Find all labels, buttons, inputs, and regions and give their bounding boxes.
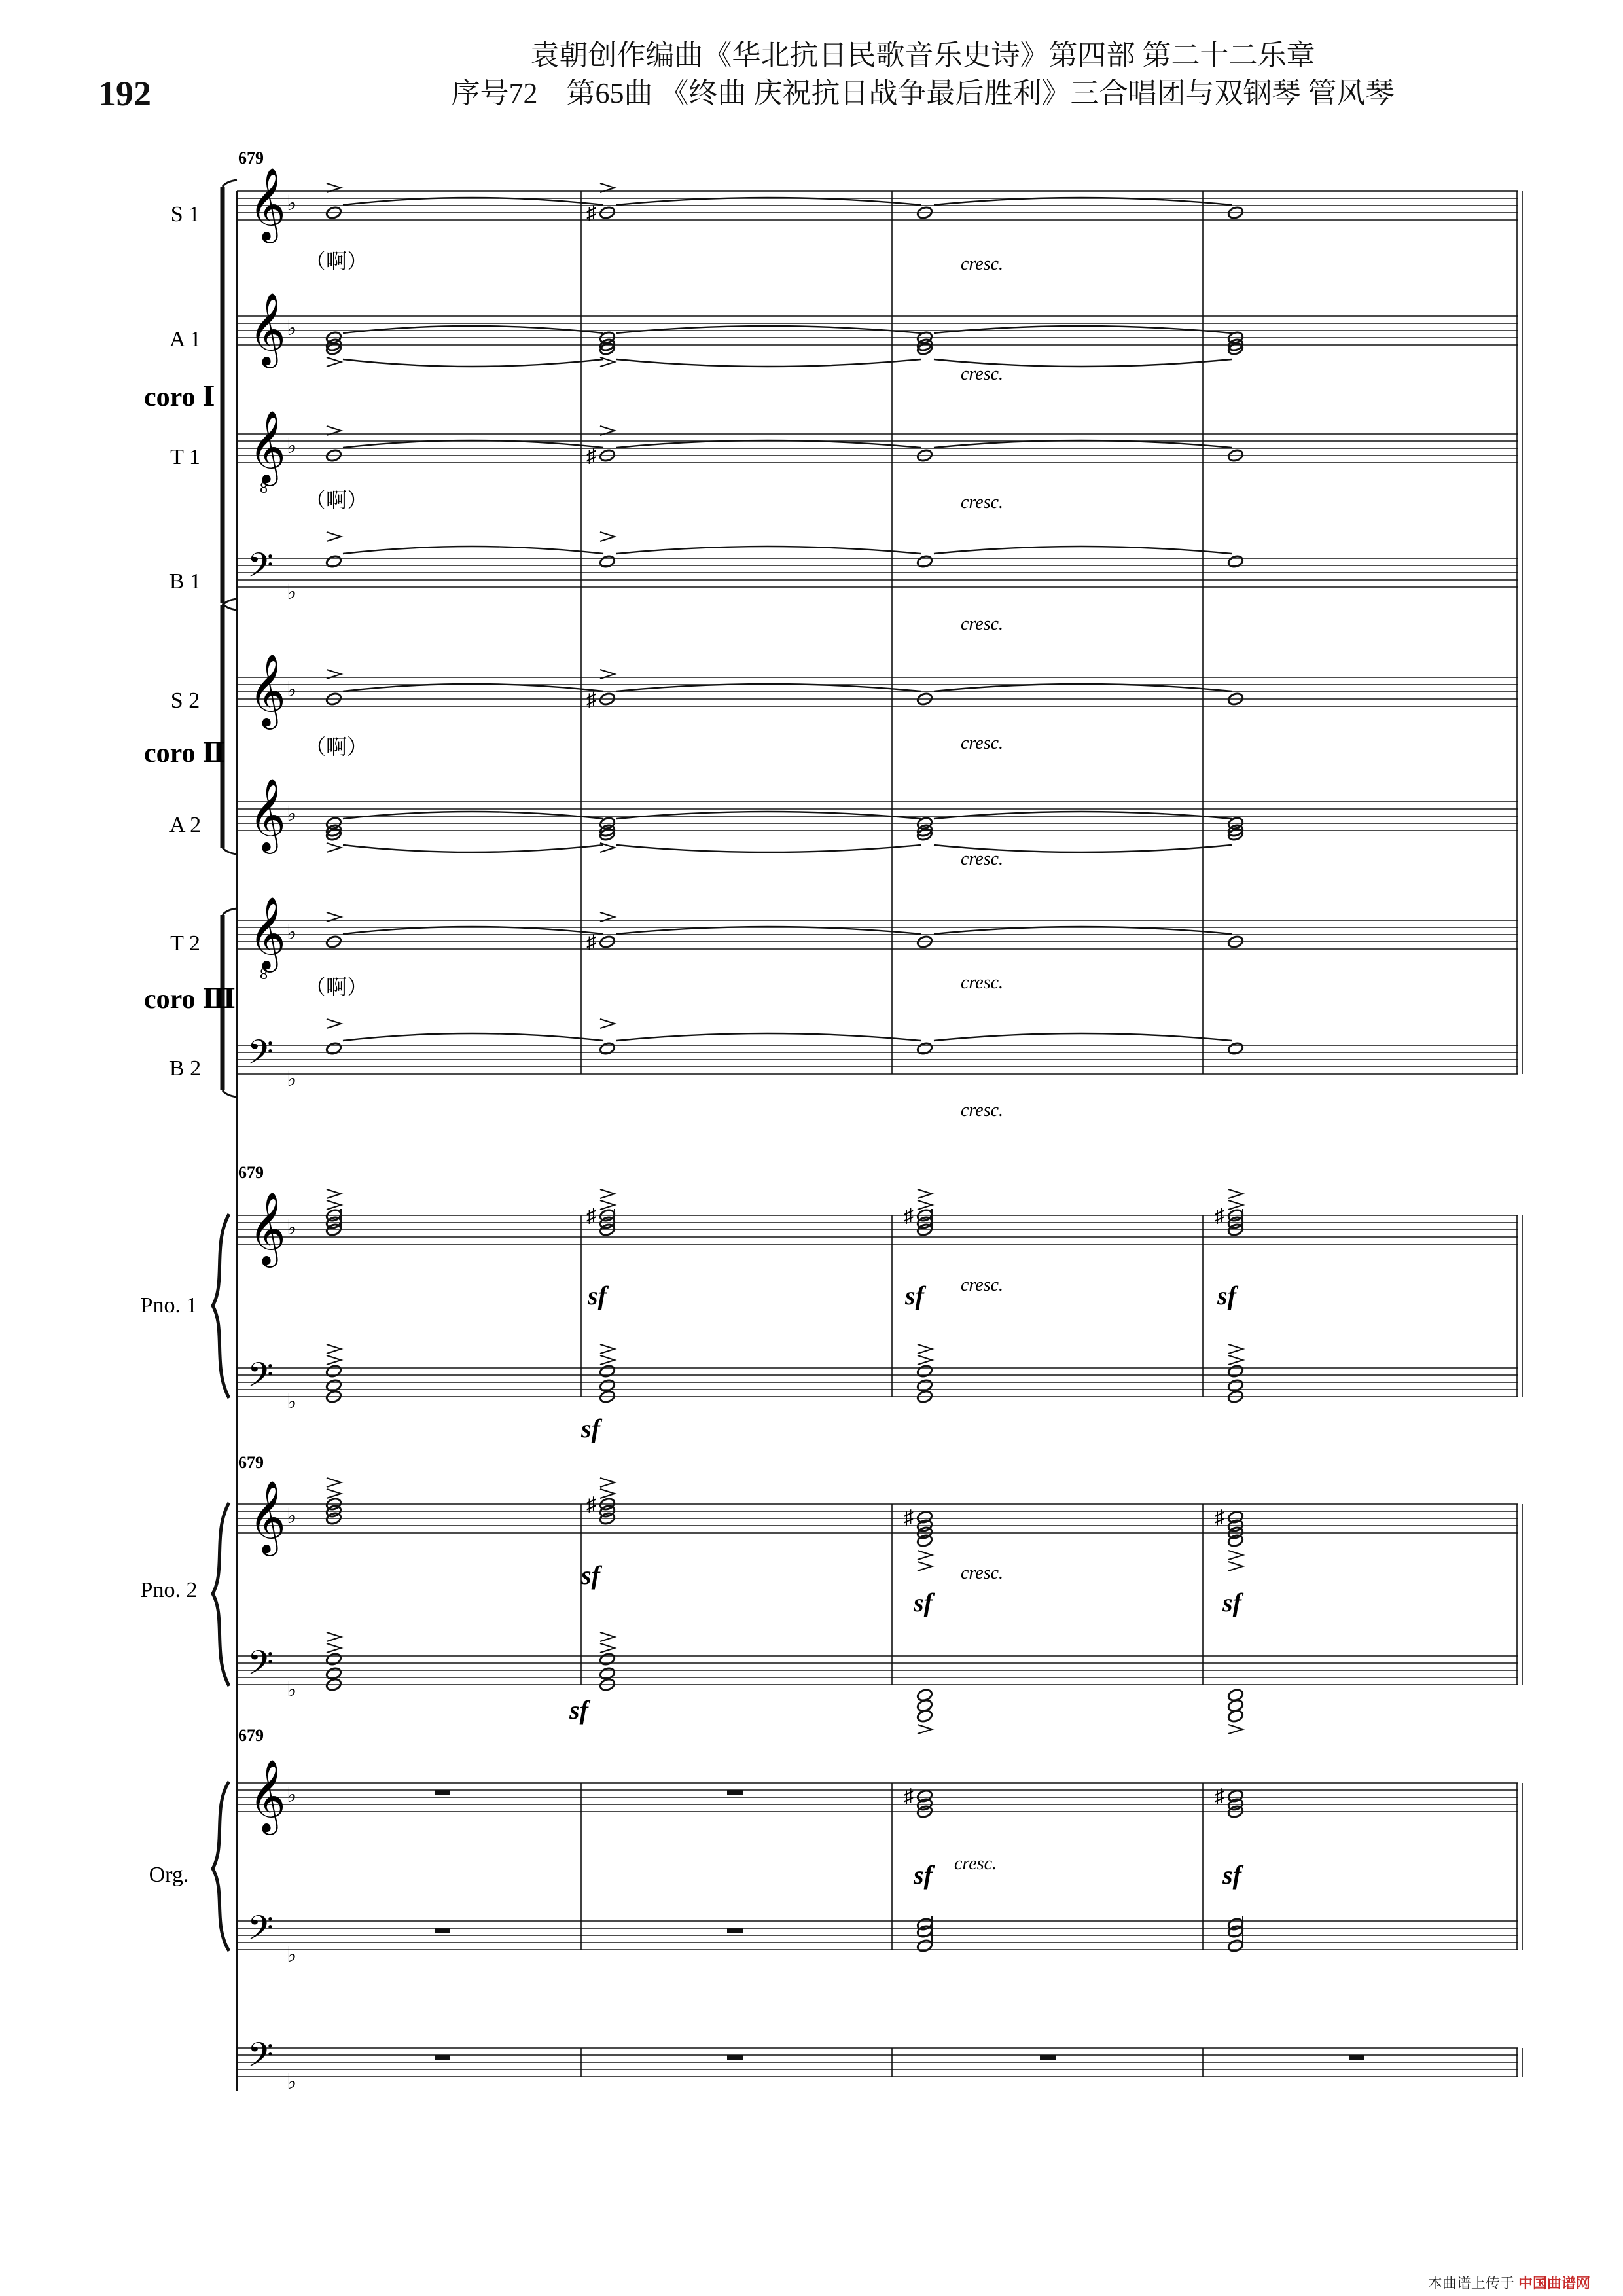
dynamic-cresc: cresc.	[961, 364, 1004, 384]
treble-clef: 𝄞	[249, 780, 286, 850]
treble-clef: 𝄞	[249, 655, 286, 725]
choir-staff	[237, 802, 1518, 831]
half-note	[916, 1364, 933, 1378]
tie-slur	[616, 359, 921, 367]
sharp-accidental: ♯	[904, 1507, 914, 1528]
bass-clef: 𝄢	[247, 1035, 274, 1079]
accent-mark	[1228, 1562, 1243, 1571]
pedal-staff	[237, 2048, 1518, 2077]
sharp-accidental: ♯	[586, 689, 596, 710]
dynamic-sf: sf	[1222, 1860, 1241, 1890]
tie-slur	[934, 547, 1232, 554]
page-subtitle: 序号72 第65曲 《终曲 庆祝抗日战争最后胜利》三合唱团与双钢琴 管风琴	[451, 77, 1395, 109]
dynamic-cresc: cresc.	[961, 1275, 1004, 1295]
piano2-bass-staff	[237, 1656, 1518, 1685]
half-note	[599, 1652, 616, 1666]
staff-label: S 1	[170, 202, 200, 226]
sharp-accidental: ♯	[1215, 1785, 1224, 1807]
accent-mark	[327, 1643, 341, 1653]
whole-rest	[727, 2055, 743, 2060]
whole-rest	[435, 1790, 450, 1795]
whole-rest	[435, 1928, 450, 1933]
accent-mark	[327, 1355, 341, 1365]
measure-number: 679	[238, 1726, 264, 1745]
dynamic-sf: sf	[581, 1560, 600, 1590]
dynamic-cresc: cresc.	[961, 492, 1004, 512]
octave-mark: 8	[260, 966, 268, 983]
bass-clef: 𝄢	[247, 1645, 274, 1690]
bass-clef: 𝄢	[247, 1910, 274, 1955]
tie-slur	[616, 326, 921, 333]
half-note	[325, 1378, 342, 1393]
choir-group-label: coro Ⅰ	[144, 382, 215, 412]
organ-bass-staff	[237, 1921, 1518, 1950]
flat-key-signature: ♭	[287, 1067, 297, 1090]
staff-label: S 2	[170, 689, 200, 713]
bracket-hook	[223, 180, 237, 187]
accent-mark	[918, 1725, 932, 1734]
half-note	[1227, 1041, 1244, 1056]
dynamic-cresc: cresc.	[961, 733, 1004, 753]
tie-slur	[616, 1033, 921, 1041]
accent-mark	[327, 1632, 341, 1641]
half-note	[1227, 1939, 1244, 1953]
organ-treble-staff	[237, 1783, 1518, 1812]
bracket-hook	[223, 908, 237, 915]
upload-note-text: 本曲谱上传于	[1427, 2275, 1514, 2291]
staff-label: A 1	[169, 327, 202, 351]
choir-staff	[237, 558, 1518, 587]
treble-clef: 𝄞	[249, 1761, 286, 1831]
accent-mark	[1228, 1189, 1243, 1198]
tie-slur	[934, 812, 1232, 819]
instrument-label: Pno. 1	[140, 1293, 198, 1318]
bass-clef: 𝄢	[247, 2037, 274, 2082]
whole-rest	[1349, 2055, 1364, 2060]
half-note	[916, 1709, 933, 1723]
choir-staff	[237, 1045, 1518, 1074]
tie-slur	[343, 359, 603, 367]
upload-note	[1428, 2272, 1590, 2293]
half-note	[325, 1652, 342, 1666]
half-note	[325, 1364, 342, 1378]
accent-mark	[918, 1355, 932, 1365]
flat-key-signature: ♭	[287, 2070, 297, 2093]
bass-clef: 𝄢	[247, 1357, 274, 1402]
choir-staff	[237, 920, 1518, 949]
accent-mark	[1228, 1355, 1243, 1365]
dynamic-sf: sf	[905, 1281, 924, 1310]
sharp-accidental: ♯	[1215, 1205, 1224, 1227]
measure-number: 679	[238, 1453, 264, 1472]
choir-group-label: coro Ⅱ	[144, 738, 226, 768]
choir-staff	[237, 434, 1518, 463]
tie-slur	[343, 326, 603, 333]
accent-mark	[918, 1562, 932, 1571]
accent-mark	[600, 1632, 615, 1641]
accent-mark	[918, 1551, 932, 1560]
accent-mark	[600, 1019, 615, 1028]
instrument-label: Pno. 2	[140, 1578, 198, 1602]
sharp-accidental: ♯	[586, 1205, 596, 1227]
flat-key-signature: ♭	[287, 191, 297, 215]
staff-label: T 2	[170, 931, 200, 956]
half-note	[599, 1666, 616, 1681]
half-note	[916, 1939, 933, 1953]
sharp-accidental: ♯	[904, 1205, 914, 1227]
treble-clef: 𝄞	[249, 1482, 286, 1552]
accent-mark	[600, 1189, 615, 1198]
dynamic-sf: sf	[581, 1414, 600, 1443]
accent-mark	[600, 1489, 615, 1498]
tie-slur	[616, 812, 921, 819]
accent-mark	[327, 843, 341, 852]
lyric-text: （啊）	[305, 488, 368, 512]
flat-key-signature: ♭	[287, 1943, 297, 1966]
dynamic-cresc: cresc.	[961, 849, 1004, 869]
tie-slur	[343, 547, 603, 554]
dynamic-cresc: cresc.	[961, 973, 1004, 993]
dynamic-cresc: cresc.	[954, 1854, 997, 1874]
half-note	[1227, 1378, 1244, 1393]
staff-label: B 2	[169, 1056, 202, 1081]
accent-mark	[918, 1200, 932, 1210]
flat-key-signature: ♭	[287, 920, 297, 944]
dynamic-sf: sf	[1217, 1281, 1236, 1310]
half-note	[916, 554, 933, 569]
flat-key-signature: ♭	[287, 1390, 297, 1413]
dynamic-sf: sf	[914, 1588, 933, 1617]
dynamic-cresc: cresc.	[961, 614, 1004, 634]
dynamic-cresc: cresc.	[961, 1100, 1004, 1121]
whole-rest	[1040, 2055, 1056, 2060]
accent-mark	[1228, 1725, 1243, 1734]
dynamic-sf: sf	[1222, 1588, 1241, 1617]
organ-brace	[213, 1782, 229, 1951]
piano1-treble-staff	[237, 1215, 1518, 1244]
half-note	[916, 1041, 933, 1056]
sharp-accidental: ♯	[586, 202, 596, 224]
accent-mark	[600, 357, 615, 367]
piano1-bass-staff	[237, 1368, 1518, 1397]
treble-clef: 𝄞	[249, 169, 286, 239]
dynamic-cresc: cresc.	[961, 254, 1004, 274]
half-note	[916, 1378, 933, 1393]
half-note	[325, 554, 342, 569]
flat-key-signature: ♭	[287, 802, 297, 825]
half-note	[599, 1041, 616, 1056]
flat-key-signature: ♭	[287, 580, 297, 603]
accent-mark	[327, 1189, 341, 1198]
flat-key-signature: ♭	[287, 677, 297, 701]
staff-label: B 1	[169, 569, 202, 594]
accent-mark	[600, 1643, 615, 1653]
accent-mark	[1228, 1551, 1243, 1560]
accent-mark	[327, 357, 341, 367]
accent-mark	[327, 1344, 341, 1354]
bass-clef: 𝄢	[247, 548, 274, 592]
choir-group-label: coro Ⅲ	[144, 984, 236, 1014]
flat-key-signature: ♭	[287, 1215, 297, 1239]
accent-mark	[327, 1200, 341, 1210]
accent-mark	[600, 843, 615, 852]
page-number: 192	[98, 74, 151, 113]
octave-mark: 8	[260, 480, 268, 497]
page-title: 袁朝创作编曲《华北抗日民歌音乐史诗》第四部 第二十二乐章	[530, 39, 1315, 71]
sharp-accidental: ♯	[586, 931, 596, 953]
accent-mark	[918, 1344, 932, 1354]
staff-label: A 2	[169, 813, 202, 837]
dynamic-sf: sf	[914, 1860, 933, 1890]
flat-key-signature: ♭	[287, 316, 297, 340]
tie-slur	[616, 845, 921, 852]
instrument-label: Org.	[149, 1863, 189, 1887]
whole-rest	[435, 2055, 450, 2060]
bracket-hook	[223, 1090, 237, 1097]
accent-mark	[1228, 1200, 1243, 1210]
dynamic-cresc: cresc.	[961, 1563, 1004, 1583]
dynamic-sf: sf	[588, 1281, 607, 1310]
half-note	[1227, 554, 1244, 569]
piano-brace	[213, 1503, 229, 1686]
half-note	[1227, 1709, 1244, 1723]
site-logo: 中国曲谱网	[1518, 2275, 1590, 2291]
flat-key-signature: ♭	[287, 434, 297, 457]
piano2-treble-staff	[237, 1504, 1518, 1533]
accent-mark	[327, 1478, 341, 1487]
flat-key-signature: ♭	[287, 1504, 297, 1528]
whole-rest	[727, 1790, 743, 1795]
sharp-accidental: ♯	[1215, 1507, 1224, 1528]
tie-slur	[934, 1033, 1232, 1041]
accent-mark	[918, 1189, 932, 1198]
accent-mark	[600, 532, 615, 541]
flat-key-signature: ♭	[287, 1783, 297, 1806]
lyric-text: （啊）	[305, 735, 368, 759]
accent-mark	[600, 1478, 615, 1487]
sharp-accidental: ♯	[586, 445, 596, 467]
whole-rest	[727, 1928, 743, 1933]
accent-mark	[600, 1344, 615, 1354]
treble-clef: 𝄞	[249, 294, 286, 364]
accent-mark	[327, 532, 341, 541]
accent-mark	[327, 1019, 341, 1028]
accent-mark	[1228, 1344, 1243, 1354]
staff-label: T 1	[170, 445, 200, 469]
tie-slur	[343, 845, 603, 852]
dynamic-sf: sf	[569, 1695, 588, 1725]
tie-slur	[343, 1033, 603, 1041]
sharp-accidental: ♯	[904, 1785, 914, 1807]
accent-mark	[600, 1355, 615, 1365]
choir-staff	[237, 677, 1518, 706]
sharp-accidental: ♯	[586, 1494, 596, 1515]
lyric-text: （啊）	[305, 975, 368, 999]
half-note	[599, 1364, 616, 1378]
treble-clef: 𝄞	[249, 412, 286, 482]
measure-number: 679	[238, 149, 264, 168]
tie-slur	[616, 547, 921, 554]
treble-clef: 𝄞	[249, 1193, 286, 1263]
half-note	[599, 554, 616, 569]
choir-staff	[237, 191, 1518, 220]
accent-mark	[600, 1200, 615, 1210]
piano-brace	[213, 1214, 229, 1398]
half-note	[599, 1378, 616, 1393]
bracket-hook	[223, 848, 237, 854]
accent-mark	[327, 1489, 341, 1498]
half-note	[325, 1041, 342, 1056]
tie-slur	[934, 326, 1232, 333]
half-note	[1227, 1364, 1244, 1378]
flat-key-signature: ♭	[287, 1677, 297, 1701]
treble-clef: 𝄞	[249, 898, 286, 968]
tie-slur	[343, 812, 603, 819]
half-note	[325, 1666, 342, 1681]
measure-number: 679	[238, 1163, 264, 1182]
lyric-text: （啊）	[305, 249, 368, 273]
choir-staff	[237, 316, 1518, 345]
